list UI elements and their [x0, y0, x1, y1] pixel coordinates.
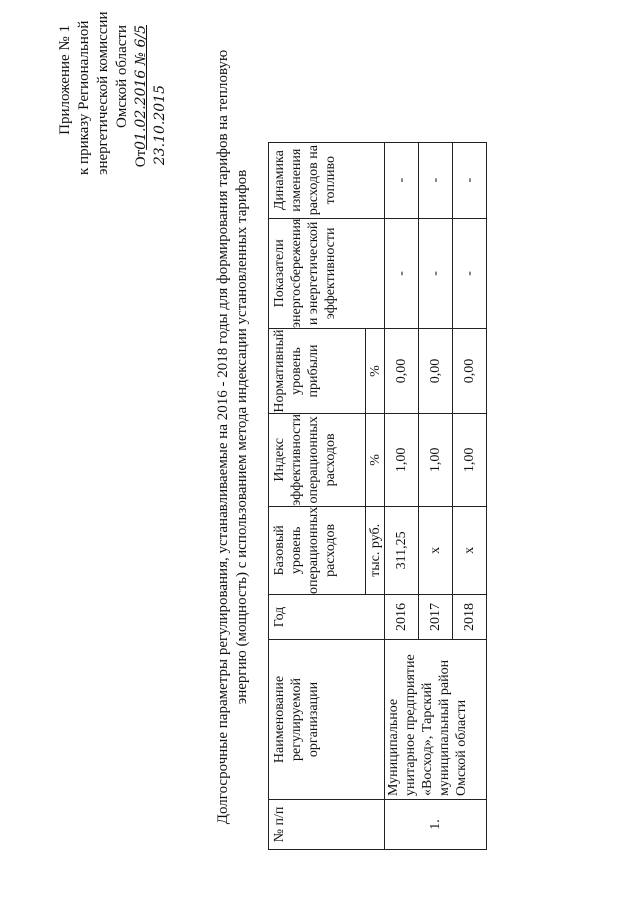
base-cell: 311,25 — [385, 506, 419, 594]
fuel-cell: - — [453, 142, 487, 218]
handwritten-date-number: 01.02.2016 № 6/5 — [133, 25, 149, 150]
header-profit-level: Нормативный уровень прибыли — [269, 329, 366, 414]
appendix-line: Омской области — [114, 25, 130, 128]
year-cell: 2017 — [419, 595, 453, 640]
header-num: № п/п — [269, 800, 385, 850]
index-cell: 1,00 — [385, 414, 419, 507]
row-number: 1. — [385, 800, 487, 850]
energy-cell: - — [453, 218, 487, 328]
profit-cell: 0,00 — [453, 329, 487, 414]
organization-name: Муниципальное унитарное предприятие «Восход», Тарский муниципальный район Омской области — [385, 640, 487, 800]
year-cell: 2018 — [453, 595, 487, 640]
header-year: Год — [269, 595, 385, 640]
fuel-cell: - — [419, 142, 453, 218]
index-cell: 1,00 — [453, 414, 487, 507]
appendix-from-label: От — [133, 149, 149, 168]
header-efficiency-index: Индекс эффективности операционных расходов — [269, 414, 366, 507]
title-line: Долгосрочные параметры регулирования, устанавливаемые на 2016 - 2018 годы для формирования тарифов на тепловую — [215, 49, 231, 825]
header-fuel-dynamics: Динамика изменения расходов на топливо — [269, 142, 385, 218]
parameters-table — [268, 142, 487, 850]
year-cell: 2016 — [385, 595, 419, 640]
header-organization: Наименование регулируемой организации — [269, 640, 385, 800]
unit-index: % — [366, 414, 385, 507]
unit-base: тыс. руб. — [366, 506, 385, 594]
document-title — [214, 7, 252, 867]
profit-cell: 0,00 — [419, 329, 453, 414]
profit-cell: 0,00 — [385, 329, 419, 414]
base-cell: x — [419, 506, 453, 594]
energy-cell: - — [385, 218, 419, 328]
header-energy-saving: Показатели энергосбережения и энергетической эффективности — [269, 218, 385, 328]
appendix-line: Приложение № 1 — [57, 25, 73, 135]
appendix-line: энергетической комиссии — [95, 11, 111, 175]
base-cell: x — [453, 506, 487, 594]
fuel-cell: - — [385, 142, 419, 218]
energy-cell: - — [419, 218, 453, 328]
title-line: энергию (мощность) с использованием метода индексации установленных тарифов — [234, 169, 250, 705]
table-row — [385, 142, 419, 849]
appendix-line: к приказу Региональной — [76, 20, 92, 175]
handwritten-date: 23.10.2015 — [152, 85, 168, 166]
unit-profit: % — [366, 329, 385, 414]
appendix-header — [56, 11, 170, 175]
header-base-level: Базовый уровень операционных расходов — [269, 506, 366, 594]
appendix-date-line — [132, 25, 151, 175]
index-cell: 1,00 — [419, 414, 453, 507]
